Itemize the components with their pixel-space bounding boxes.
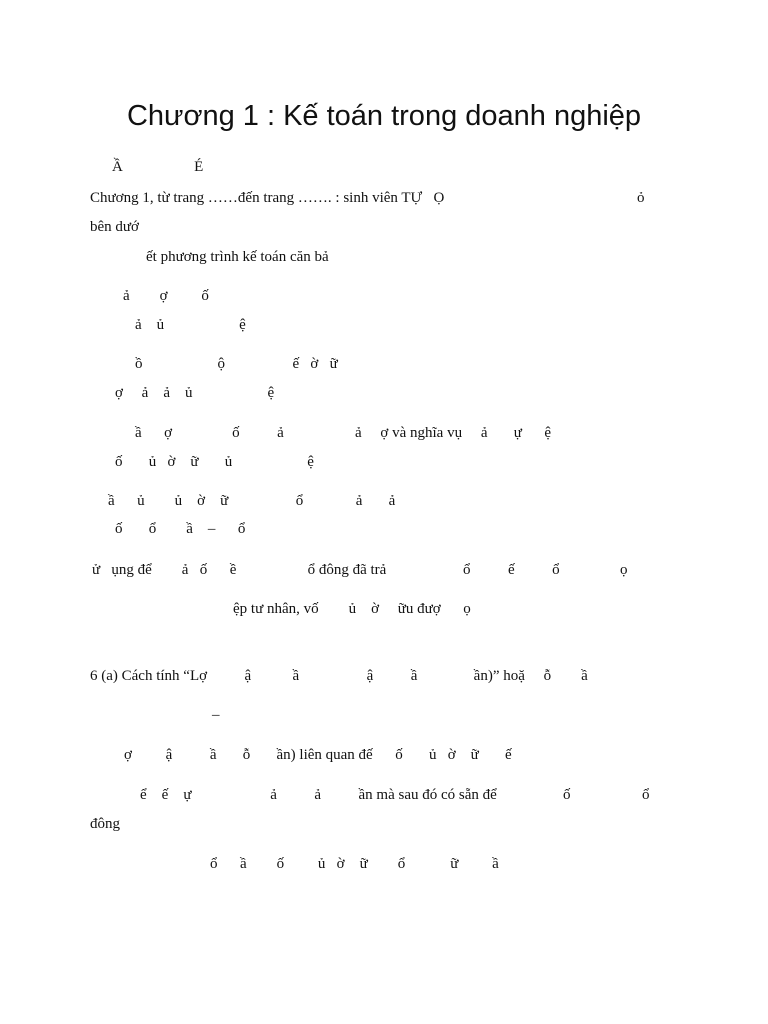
text-line: ọ [620, 562, 628, 578]
page-title: Chương 1 : Kế toán trong doanh nghiệp [126, 100, 642, 132]
text-line: ố [563, 787, 571, 803]
text-line: ồ ộ ế ờ ữ [135, 356, 338, 372]
text-line: bên dướ [90, 219, 139, 235]
text-line: ử ụng để ả ố ề ổ đông đã trả [92, 562, 387, 578]
text-line: 6 (a) Cách tính “Lợ ậ ầ ậ ầ ần)” hoặ ỗ ầ [90, 668, 588, 684]
text-line: Chương 1, từ trang ……đến trang ……. : sinh viên TỰ Ọ [90, 190, 445, 206]
text-line: ả ủ ệ [135, 317, 246, 333]
text-line: Ầ É [112, 159, 204, 175]
text-line: ệp tư nhân, vố ủ ờ ữu đượ ọ [233, 601, 471, 617]
text-line: ể ế ự ả ả ần mà sau đó có sẵn để [140, 787, 497, 803]
text-line: ố ủ ờ ữ ủ ệ [115, 454, 314, 470]
text-line: ổ ầ ố ủ ờ ữ ổ ữ ầ [210, 856, 499, 872]
text-line: ố ổ ầ – ổ [115, 521, 246, 537]
text-line: – [212, 707, 220, 723]
text-line: ợ ả ả ủ ệ [115, 385, 275, 401]
text-line: đông [90, 816, 120, 832]
text-line: ầ ợ ố ả ả ợ và nghĩa vụ ả ự ệ [135, 425, 552, 441]
text-line: ổ ế ổ [463, 562, 560, 578]
text-line: ổ [642, 787, 650, 803]
text-line: ỏ [637, 190, 645, 206]
text-line: ợ ậ ầ ỗ ần) liên quan đế ố ủ ờ ữ ế [124, 747, 512, 763]
text-line: ầ ủ ủ ờ ữ ổ ả ả [108, 493, 396, 509]
text-line: ết phương trình kế toán căn bả [146, 249, 329, 265]
text-line: ả ợ ố [123, 288, 209, 304]
